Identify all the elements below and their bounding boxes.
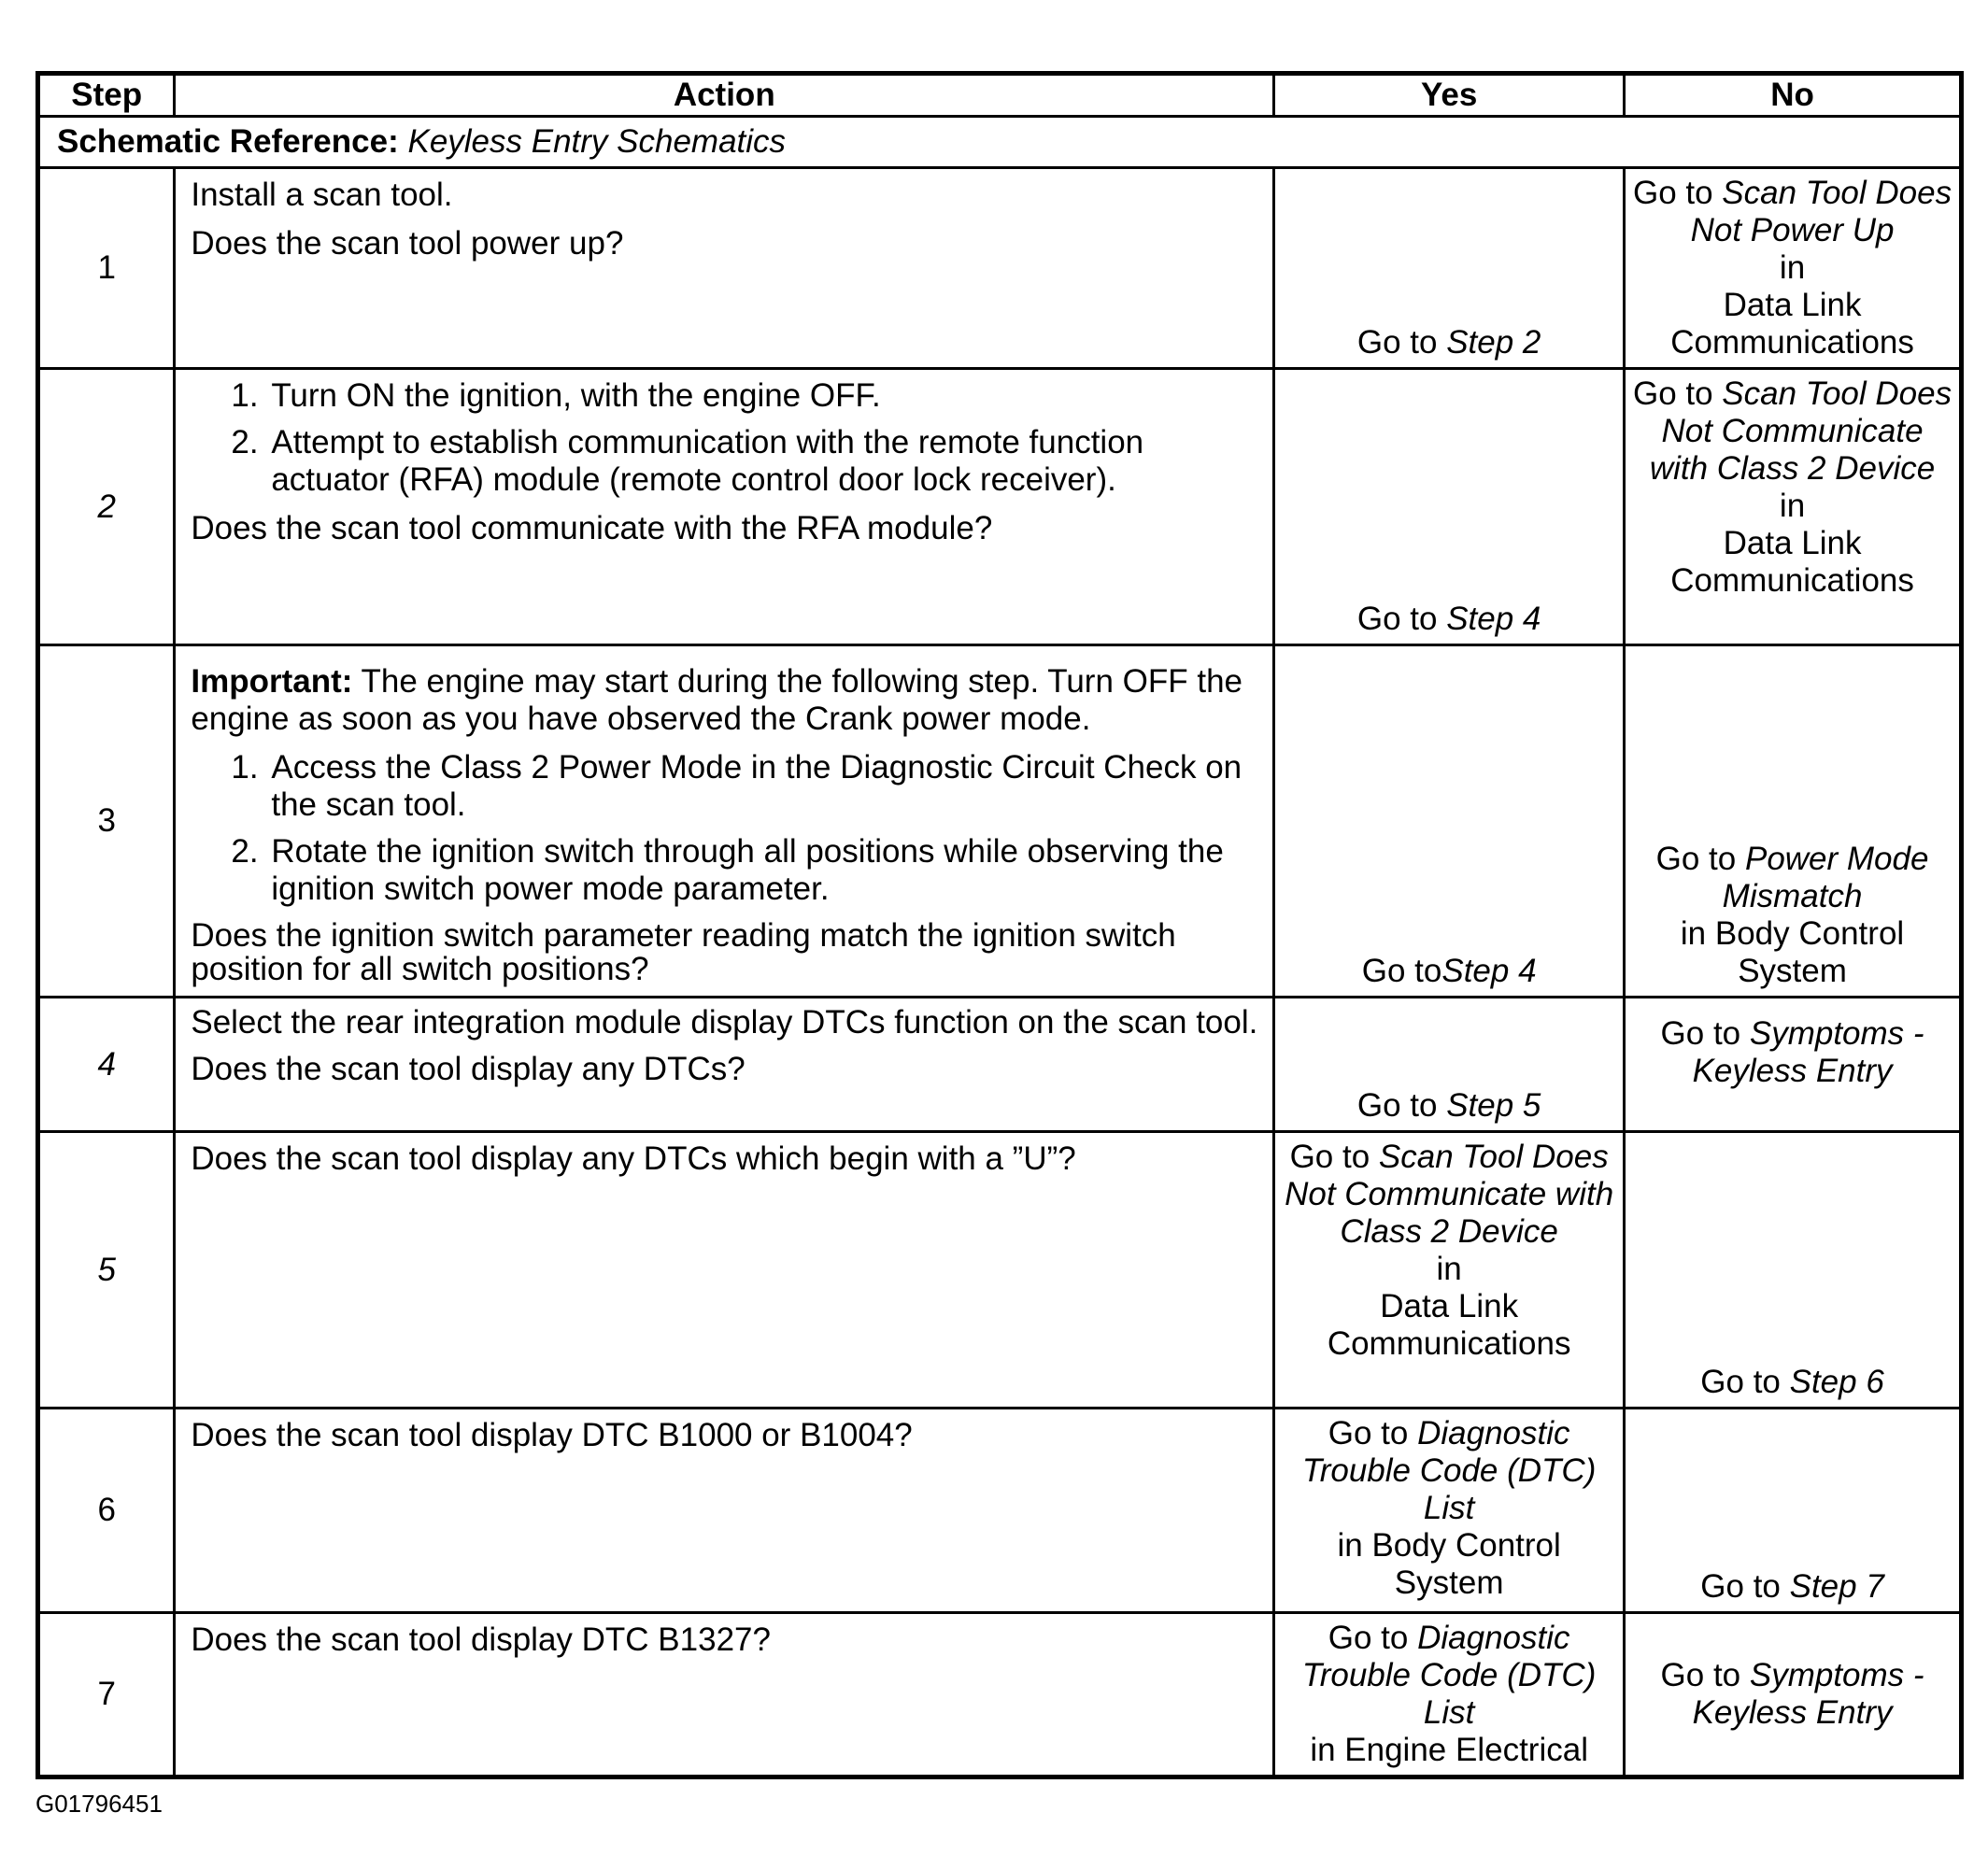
schematic-reference-row bbox=[38, 117, 1962, 168]
action-list bbox=[191, 377, 1261, 499]
schematic-reference-link[interactable]: Keyless Entry Schematics bbox=[407, 123, 787, 160]
table-row bbox=[38, 1613, 1962, 1777]
yes-link[interactable]: Step 4 bbox=[1441, 953, 1537, 989]
no-cell: Go to Step 6 bbox=[1625, 1132, 1962, 1409]
action-list-item: 1. Turn ON the ignition, with the engine OFF. bbox=[267, 377, 1261, 415]
header-action: Action bbox=[175, 74, 1274, 117]
action-question: Does the scan tool display DTC B1327? bbox=[191, 1621, 771, 1658]
diagnostic-table bbox=[36, 71, 1964, 1779]
yes-link[interactable]: Diagnostic Trouble Code (DTC) List bbox=[1301, 1620, 1597, 1731]
action-cell bbox=[175, 1132, 1274, 1409]
no-cell: Go to Symptoms - Keyless Entry bbox=[1625, 998, 1962, 1132]
step-number: 2 bbox=[38, 369, 175, 645]
action-list bbox=[191, 749, 1261, 908]
no-link[interactable]: Step 6 bbox=[1789, 1364, 1884, 1400]
no-link[interactable]: Power Mode Mismatch bbox=[1722, 841, 1929, 914]
table-row bbox=[38, 645, 1962, 998]
header-row bbox=[38, 74, 1962, 117]
yes-link[interactable]: Step 5 bbox=[1446, 1087, 1541, 1124]
header-step: Step bbox=[38, 74, 175, 117]
yes-link[interactable]: Diagnostic Trouble Code (DTC) List bbox=[1301, 1415, 1597, 1526]
action-cell bbox=[175, 1613, 1274, 1777]
step-number: 1 bbox=[38, 168, 175, 369]
action-text: Select the rear integration module display DTCs function on the scan tool. bbox=[191, 1004, 1258, 1041]
header-yes: Yes bbox=[1274, 74, 1625, 117]
yes-link[interactable]: Step 4 bbox=[1446, 601, 1541, 637]
action-question: Does the scan tool display any DTCs which begin with a ”U”? bbox=[191, 1140, 1076, 1177]
action-cell bbox=[175, 1409, 1274, 1613]
action-cell bbox=[175, 645, 1274, 998]
no-link[interactable]: Symptoms - Keyless Entry bbox=[1692, 1657, 1924, 1731]
action-list-item: 2. Attempt to establish communication with the remote function actuator (RFA) module (remote control door lock receiver). bbox=[267, 424, 1261, 499]
no-link[interactable]: Scan Tool Does Not Communicate with Class 2 Device bbox=[1649, 375, 1952, 487]
header-no: No bbox=[1625, 74, 1962, 117]
no-cell: Go to Step 7 bbox=[1625, 1409, 1962, 1613]
yes-cell: Go to Scan Tool Does Not Communicate with Class 2 Device in Data Link Communications bbox=[1274, 1132, 1625, 1409]
action-question: Does the ignition switch parameter reading match the ignition switch position for all switch positions? bbox=[191, 917, 1176, 987]
no-link[interactable]: Scan Tool Does Not Power Up bbox=[1690, 175, 1952, 248]
step-number: 4 bbox=[38, 998, 175, 1132]
action-cell bbox=[175, 369, 1274, 645]
step-number: 3 bbox=[38, 645, 175, 998]
action-list-item: 2. Rotate the ignition switch through all positions while observing the ignition switch power mode parameter. bbox=[267, 833, 1261, 908]
important-note: Important: The engine may start during the following step. Turn OFF the engine as soon as you have observed the Crank power mode. bbox=[191, 663, 1243, 737]
no-cell: Go to Power Mode Mismatch in Body Control System bbox=[1625, 645, 1962, 998]
no-cell: Go to Symptoms - Keyless Entry bbox=[1625, 1613, 1962, 1777]
yes-cell: Go to Diagnostic Trouble Code (DTC) List in Body Control System bbox=[1274, 1409, 1625, 1613]
no-link[interactable]: Symptoms - Keyless Entry bbox=[1692, 1015, 1924, 1089]
action-question: Does the scan tool communicate with the RFA module? bbox=[191, 510, 993, 546]
table-row bbox=[38, 1132, 1962, 1409]
action-cell bbox=[175, 168, 1274, 369]
yes-cell: Go toStep 4 bbox=[1274, 645, 1625, 998]
step-number: 5 bbox=[38, 1132, 175, 1409]
yes-link[interactable]: Scan Tool Does Not Communicate with Class 2 Device bbox=[1285, 1139, 1614, 1250]
no-link[interactable]: Step 7 bbox=[1789, 1568, 1884, 1605]
action-list-item: 1. Access the Class 2 Power Mode in the Diagnostic Circuit Check on the scan tool. bbox=[267, 749, 1261, 824]
schematic-reference-label: Schematic Reference: bbox=[57, 123, 399, 160]
table-row bbox=[38, 1409, 1962, 1613]
figure-id: G01796451 bbox=[36, 1790, 163, 1818]
no-cell: Go to Scan Tool Does Not Communicate with Class 2 Device in Data Link Communications bbox=[1625, 369, 1962, 645]
action-question: Does the scan tool power up? bbox=[191, 225, 624, 262]
action-question: Does the scan tool display DTC B1000 or B1004? bbox=[191, 1417, 913, 1453]
table-row bbox=[38, 369, 1962, 645]
yes-link[interactable]: Step 2 bbox=[1446, 324, 1541, 361]
action-text: Install a scan tool. bbox=[191, 177, 453, 213]
no-cell: Go to Scan Tool Does Not Power Up in Data Link Communications bbox=[1625, 168, 1962, 369]
schematic-reference bbox=[38, 117, 1962, 168]
table-row bbox=[38, 168, 1962, 369]
yes-cell: Go to Step 5 bbox=[1274, 998, 1625, 1132]
table-row bbox=[38, 998, 1962, 1132]
step-number: 7 bbox=[38, 1613, 175, 1777]
action-cell bbox=[175, 998, 1274, 1132]
yes-cell: Go to Step 2 bbox=[1274, 168, 1625, 369]
yes-cell: Go to Step 4 bbox=[1274, 369, 1625, 645]
action-question: Does the scan tool display any DTCs? bbox=[191, 1051, 746, 1087]
step-number: 6 bbox=[38, 1409, 175, 1613]
yes-cell: Go to Diagnostic Trouble Code (DTC) List in Engine Electrical bbox=[1274, 1613, 1625, 1777]
